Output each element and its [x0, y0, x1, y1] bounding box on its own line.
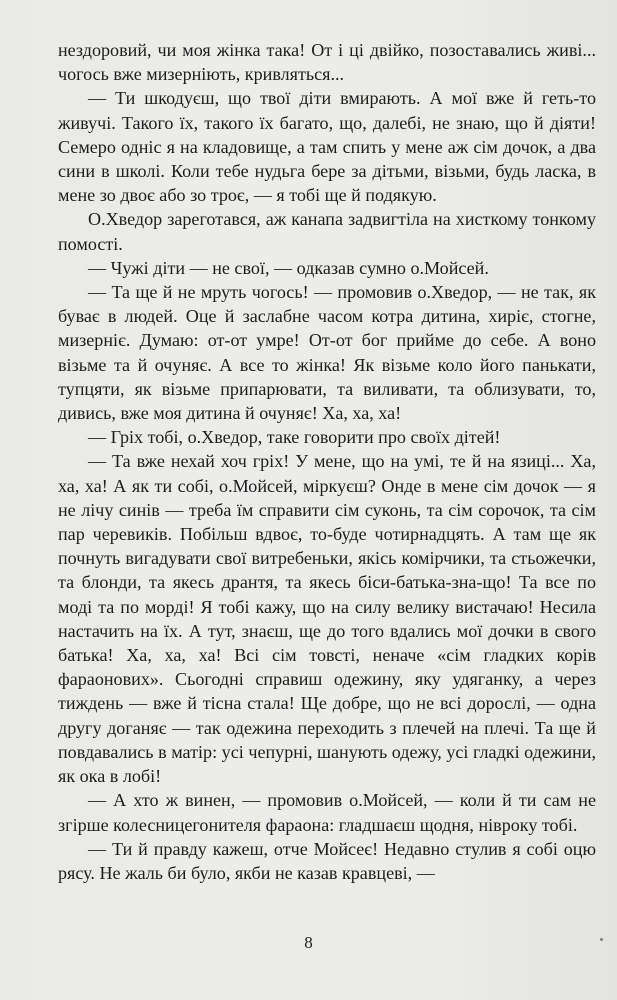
page-text: [58, 38, 596, 885]
paragraph: нездоровий, чи моя жінка така! От і ці двійко, позоставались живі... чогось вже мизерніють, кривляться...: [58, 40, 596, 85]
paragraph: — Гріх тобі, о.Хведор, таке говорити про своїх дітей!: [88, 427, 501, 448]
paper-speck: [600, 938, 603, 941]
paragraph: — Та ще й не мруть чогось! — промовив о.Хведор, — не так, як буває в людей. Оце й заслабне часом котра дитина, хиріє, стогне, мизерніє. Думаю: от-от умре! От-от бог прийме до себе. А воно візьме та й очуняє. А все то жінка! Як візьме коло його панькати, тупцяти, як візьме припарювати, та виливати, та облизувати, то, дивись, вже моя дитина й очуняє! Ха, ха, ха!: [58, 282, 596, 424]
paragraph: — Та вже нехай хоч гріх! У мене, що на умі, те й на язиці... Ха, ха, ха! А як ти собі, о.Мойсей, міркуєш? Онде в мене сім дочок — я не лічу синів — треба їм справити сім суконь, та сім сорочок, та сім пар черевиків. Побільш вдвоє, то-буде чотирнадцять. А там ще як почнуть вигадувати свої витребеньки, якісь комірчики, та стьожечки, та блонди, та якесь дрантя, та якесь біси-батька-зна-що! Та все по моді та по морді! Я тобі кажу, що на силу велику вистачаю! Несила настачить на їх. А тут, знаєш, ще до того вдались мої дочки в свого батька! Ха, ха, ха! Всі сім товсті, неначе «сім гладких корів фараонових». Сьогодні справиш одежину, яку удяганку, а через тиждень — вже й тісна стала! Ще добре, що не всі дорослі, — одна другу доганяє — так одежина переходить з плечей на плечі. Та ще й повдавались в матір: усі чепурні, шанують одежу, усі гладкі одежини, як ока в лобі!: [58, 451, 596, 787]
page-number: 8: [304, 933, 313, 952]
paragraph: — А хто ж винен, — промовив о.Мойсей, — коли й ти сам не згірше колесницегонителя фараона: гладшаєш щодня, нівроку тобі.: [58, 790, 596, 835]
paragraph: О.Хведор зареготався, аж канапа задвигтіла на хисткому тонкому помості.: [58, 209, 596, 254]
paragraph: — Чужі діти — не свої, — одказав сумно о.Мойсей.: [88, 257, 489, 278]
paragraph: — Ти шкодуєш, що твої діти вмирають. А мої вже й геть-то живучі. Такого їх, такого їх багато, що, далебі, не знаю, що й діяти! Семеро одніс я на кладовище, а там спить у мене аж сім дочок, а два сини в школі. Коли тебе нудьга бере за дітьми, візьми, будь ласка, в мене зо двоє або зо троє, — я тобі ще й подякую.: [58, 88, 596, 206]
paragraph: — Ти й правду кажеш, отче Мойсеє! Недавно стулив я собі оцю рясу. Не жаль би було, якби не казав кравцеві, —: [58, 838, 596, 883]
